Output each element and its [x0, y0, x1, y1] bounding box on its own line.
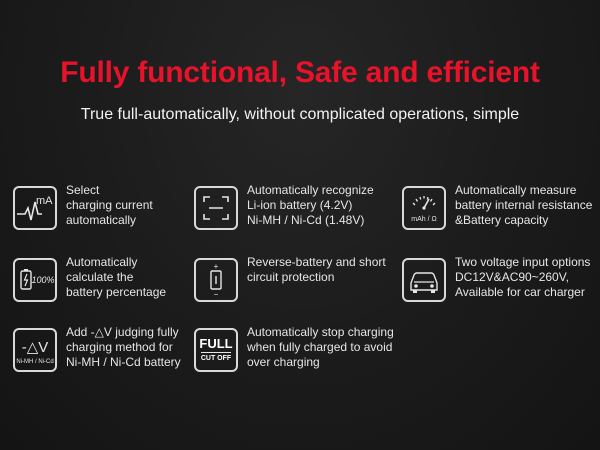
feature-text: [455, 183, 600, 228]
feature-line: battery percentage: [66, 285, 167, 299]
reverse-battery-icon: [194, 258, 238, 302]
ma-label: mA: [36, 195, 53, 207]
feature-line: calculate the: [66, 270, 134, 284]
cutoff-label: CUT OFF: [200, 355, 232, 362]
feature-delta-v: [13, 325, 203, 380]
feature-line: Automatically stop charging: [247, 325, 394, 339]
feature-line: when fully charged to avoid: [247, 340, 393, 354]
feature-text: [247, 255, 397, 285]
feature-battery-percentage: [13, 255, 203, 310]
feature-line: Ni-MH / Ni-Cd (1.48V): [247, 213, 365, 227]
feature-line: Available for car charger: [455, 285, 585, 299]
meter-gauge-icon: [402, 186, 446, 230]
feature-line: &Battery capacity: [455, 213, 549, 227]
feature-line: charging method for: [66, 340, 173, 354]
feature-voltage-input: [402, 255, 592, 310]
full-divider: [201, 352, 231, 353]
feature-line: battery internal resistance: [455, 198, 593, 212]
feature-line: Automatically recognize: [247, 183, 374, 197]
delta-v-label: -△V: [21, 339, 49, 356]
full-cutoff-icon: [194, 328, 238, 372]
feature-text: [66, 325, 208, 370]
plus-sign: +: [213, 262, 219, 271]
feature-line: Automatically: [66, 255, 138, 269]
feature-line: charging current: [66, 198, 153, 212]
minus-sign: −: [213, 290, 219, 299]
page-title: Fully functional, Safe and efficient: [60, 56, 540, 89]
full-label: FULL: [199, 336, 233, 351]
battery-recognize-icon: [194, 186, 238, 230]
feature-line: Reverse-battery and short: [247, 255, 386, 269]
feature-line: Ni-MH / Ni-Cd battery: [66, 355, 181, 369]
page-subtitle: True full-automatically, without complicated operations, simple: [80, 106, 520, 123]
mah-ohm-label: mAh / Ω: [411, 216, 437, 223]
feature-line: circuit protection: [247, 270, 335, 284]
feature-text: [66, 255, 208, 300]
feature-reverse-protection: [194, 255, 386, 310]
feature-text: [66, 183, 208, 228]
feature-line: DC12V&AC90~260V,: [455, 270, 569, 284]
delta-v-icon: [13, 328, 57, 372]
nimh-nicd-label: Ni-MH / Ni-Cd: [16, 359, 54, 365]
feature-line: Add -△V judging fully: [66, 325, 179, 339]
feature-line: Li-ion battery (4.2V): [247, 198, 353, 212]
feature-measure-resistance: [402, 183, 593, 238]
feature-line: automatically: [66, 213, 137, 227]
feature-line: over charging: [247, 355, 320, 369]
percentage-label: 100%: [31, 275, 55, 285]
feature-line: Automatically measure: [455, 183, 577, 197]
feature-line: Select: [66, 183, 100, 197]
ma-waveform-icon: [13, 186, 57, 230]
feature-auto-stop: [194, 325, 394, 380]
feature-text: [247, 325, 407, 370]
feature-text: [455, 255, 600, 300]
feature-select-current: [13, 183, 203, 238]
feature-recognize-battery: [194, 183, 384, 238]
car-icon: [402, 258, 446, 302]
feature-text: [247, 183, 389, 228]
battery-percentage-icon: [13, 258, 57, 302]
feature-line: Two voltage input options: [455, 255, 591, 269]
